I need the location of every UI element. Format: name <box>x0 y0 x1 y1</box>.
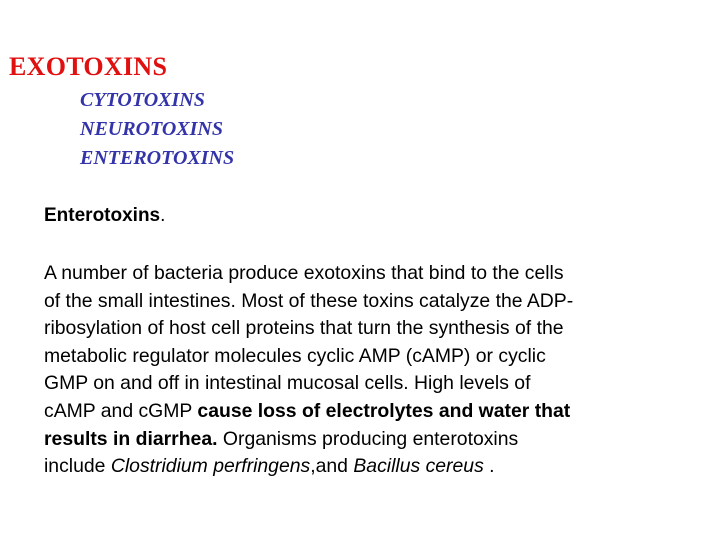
section-heading-period: . <box>160 205 166 226</box>
plain-text: Organisms producing enterotoxins <box>217 427 519 450</box>
paragraph-line: metabolic regulator molecules cyclic AMP (cAMP) or cyclic <box>44 344 546 367</box>
exotoxin-subtypes-list <box>80 86 234 173</box>
species-name-bacillus: Bacillus cereus <box>353 455 484 478</box>
plain-text: include <box>44 455 111 478</box>
paragraph-line: A number of bacteria produce exotoxins that bind to the cells <box>44 262 564 284</box>
subtype-cytotoxins: CYTOTOXINS <box>80 89 205 111</box>
subtype-enterotoxins: ENTEROTOXINS <box>80 147 235 169</box>
paragraph-line: of the small intestines. Most of these toxins catalyze the ADP- <box>44 289 574 312</box>
body-paragraph <box>44 260 720 481</box>
plain-text: . <box>483 455 495 478</box>
section-heading-text: Enterotoxins <box>44 205 161 226</box>
species-name-clostridium: Clostridium perfringens <box>110 455 311 478</box>
paragraph-line <box>44 426 720 454</box>
plain-text: ,and <box>310 455 354 478</box>
paragraph-line <box>44 398 720 426</box>
emphasis-text: results in diarrhea. <box>44 427 218 450</box>
subtype-neurotoxins: NEUROTOXINS <box>80 118 223 140</box>
emphasis-text: cause loss of electrolytes and water that <box>197 399 571 422</box>
section-heading <box>44 205 165 227</box>
paragraph-line: GMP on and off in intestinal mucosal cells. High levels of <box>44 372 531 395</box>
plain-text: cAMP and cGMP <box>44 399 198 422</box>
paragraph-line <box>44 453 720 481</box>
slide-title: EXOTOXINS <box>9 52 168 81</box>
paragraph-line: ribosylation of host cell proteins that turn the synthesis of the <box>44 317 564 340</box>
